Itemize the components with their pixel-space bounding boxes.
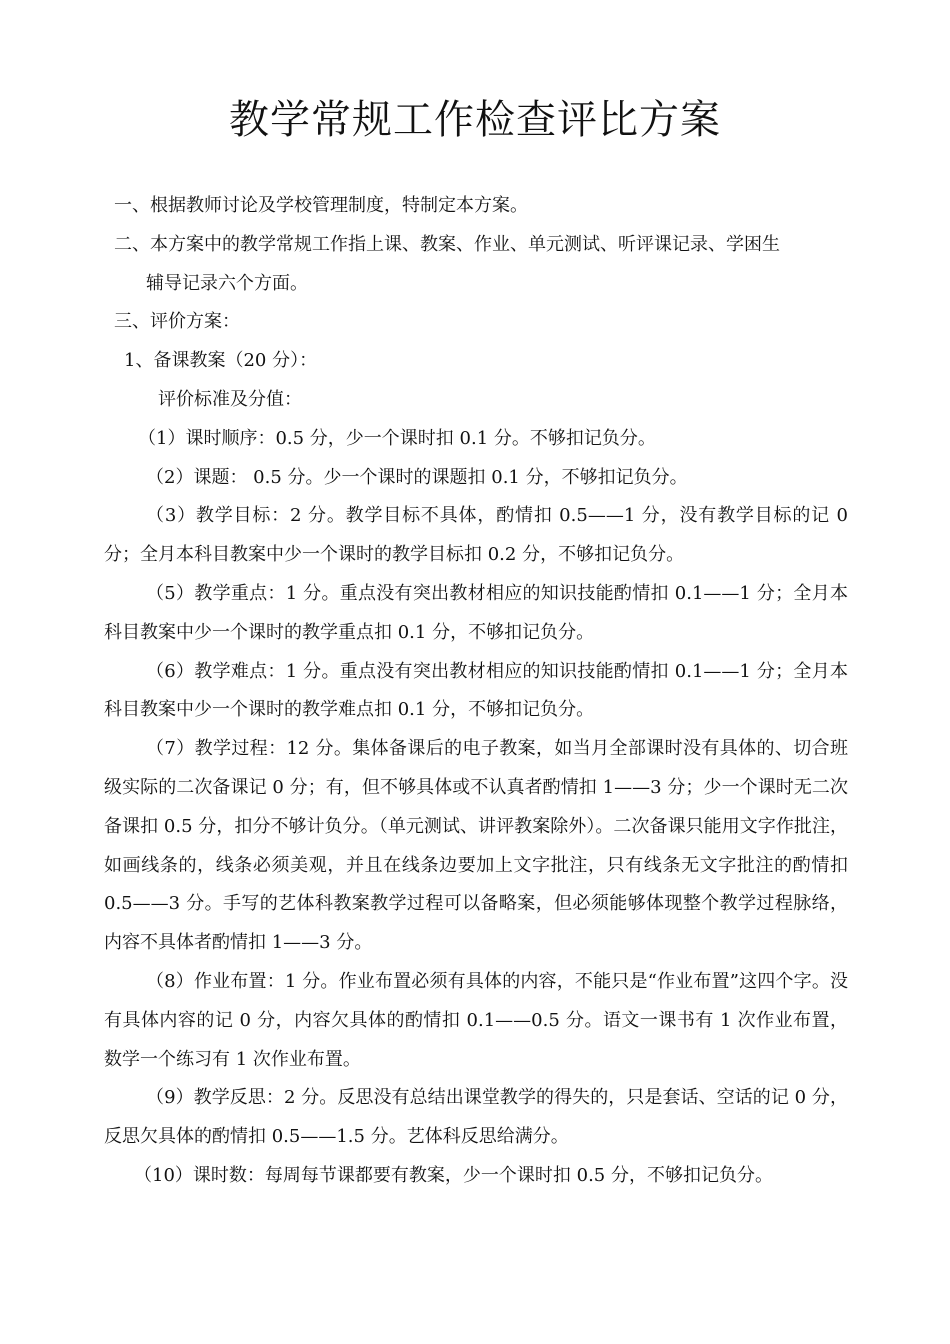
section-2-line-2: 辅导记录六个方面。 — [146, 272, 308, 294]
item-9: （9）教学反思：2 分。反思没有总结出课堂教学的得失的，只是套话、空话的记 0 分，反思欠具体的酌情扣 0.5——1.5 分。艺体科反思给满分。 — [104, 1087, 848, 1148]
item-2: （2）课题： 0.5 分。少一个课时的课题扣 0.1 分，不够扣记负分。 — [146, 466, 688, 488]
item-6: （6）教学难点：1 分。重点没有突出教材相应的知识技能酌情扣 0.1——1 分；全月本科目教案中少一个课时的教学难点扣 0.1 分，不够扣记负分。 — [104, 660, 848, 721]
document-title: 教学常规工作检查评比方案 — [229, 97, 721, 143]
item-5: （5）教学重点：1 分。重点没有突出教材相应的知识技能酌情扣 0.1——1 分；全月本科目教案中少一个课时的教学重点扣 0.1 分，不够扣记负分。 — [104, 582, 848, 643]
criteria-label: 评价标准及分值： — [158, 388, 302, 410]
section-2-line-1: 二、本方案中的教学常规工作指上课、教案、作业、单元测试、听评课记录、学困生 — [114, 233, 780, 255]
section-3: 三、评价方案： — [114, 311, 240, 333]
item-7: （7）教学过程：12 分。集体备课后的电子教案，如当月全部课时没有具体的、切合班级实际的二次备课记 0 分；有，但不够具体或不认真者酌情扣 1——3 分；少一个课时无二次备课扣 0.5 分，扣分不够计负分。（单元测试、讲评教案除外）。二次备课只能用文字作批注，如画线条的，线条必须美观，并且在线条边要加上文字批注，只有线条无文字批注的酌情扣 0.5——3 分。手写的艺体科教案教学过程可以备略案，但必须能够体现整个教学过程脉络，内容不具体者酌情扣 1——3 分。 — [104, 738, 848, 954]
item-1: （1）课时顺序：0.5 分，少一个课时扣 0.1 分。不够扣记负分。 — [138, 427, 656, 449]
section-1: 一、根据教师讨论及学校管理制度，特制定本方案。 — [114, 195, 528, 216]
item-8: （8）作业布置：1 分。作业布置必须有具体的内容，不能只是“作业布置”这四个字。没有具体内容的记 0 分，内容欠具体的酌情扣 0.1——0.5 分。语文一课书有 1 次作业布置，数学一个练习有 1 次作业布置。 — [104, 970, 848, 1070]
item-10: （10）课时数：每周每节课都要有教案，少一个课时扣 0.5 分，不够扣记负分。 — [134, 1164, 773, 1186]
item-3: （3）教学目标：2 分。教学目标不具体，酌情扣 0.5——1 分，没有教学目标的记 0 分；全月本科目教案中少一个课时的教学目标扣 0.2 分，不够扣记负分。 — [104, 505, 848, 566]
subsection-1: 1、备课教案（20 分）： — [124, 350, 318, 372]
document-body — [104, 187, 848, 1196]
